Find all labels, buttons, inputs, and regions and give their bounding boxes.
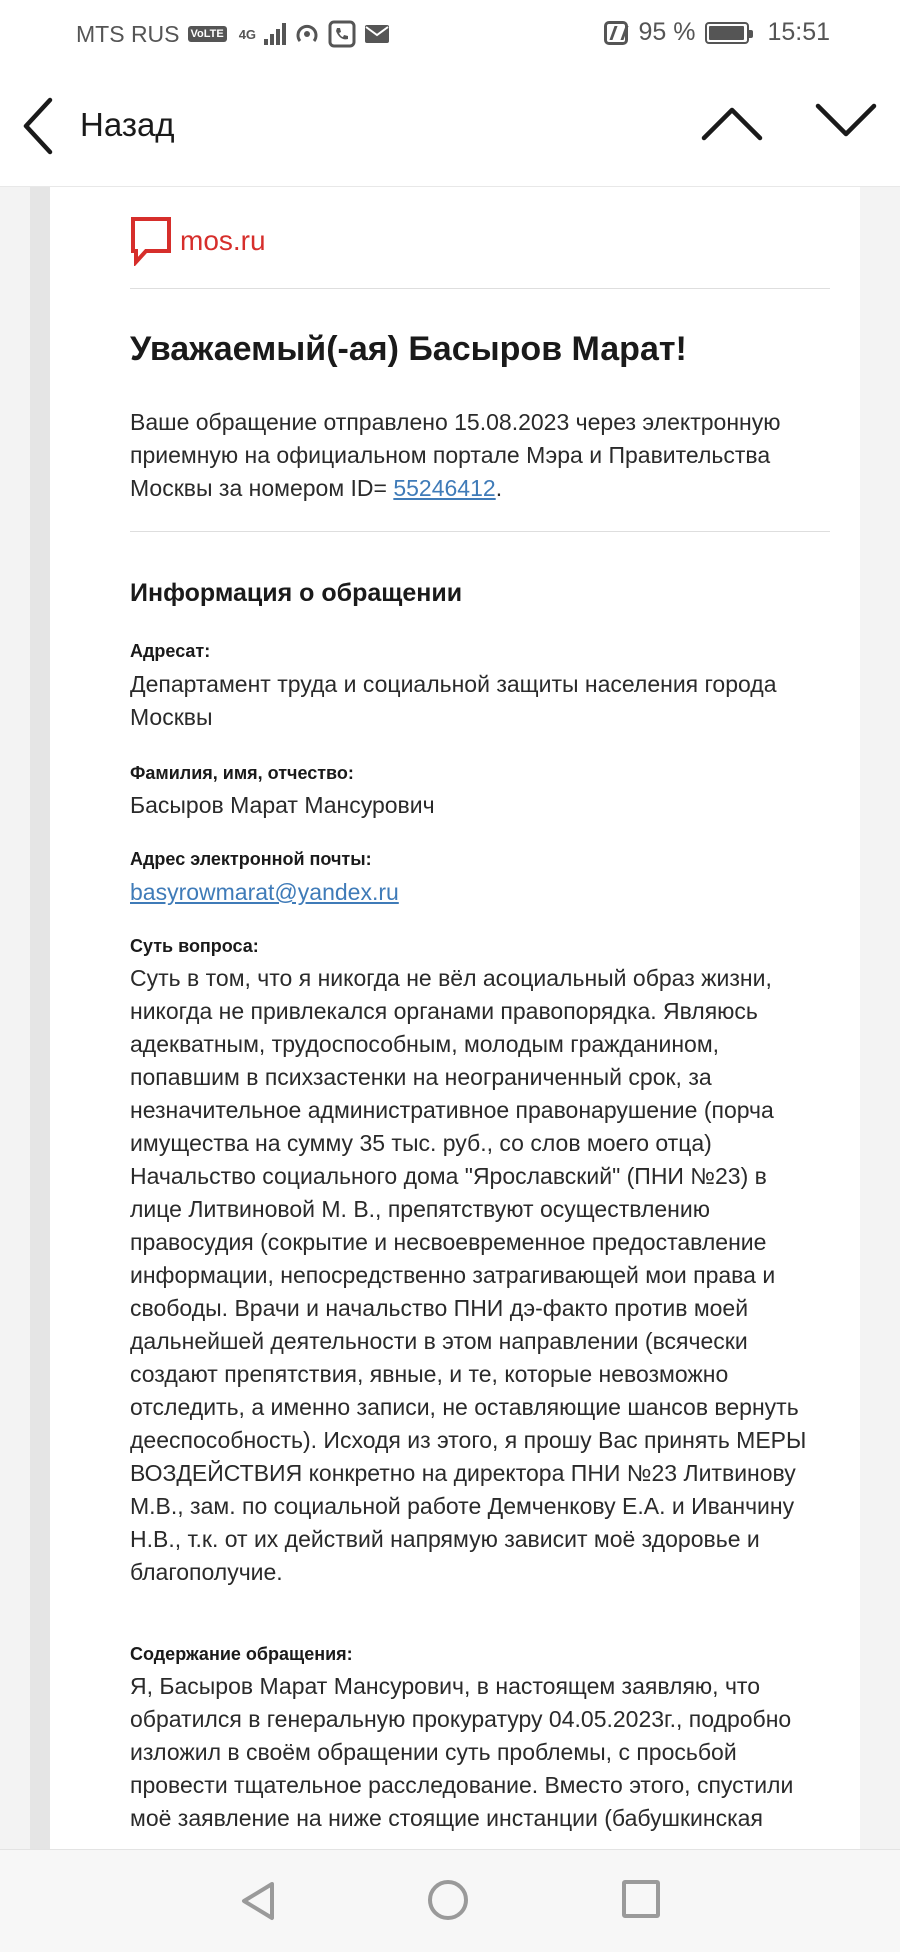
chevron-down-icon[interactable]: [814, 102, 878, 142]
intro-line-suffix: .: [495, 475, 503, 501]
fullname-value: Басыров Марат Мансурович: [130, 792, 435, 818]
app-header: [0, 66, 900, 187]
content-line: изложил в своём обращении суть проблемы, с просьбой: [130, 1739, 737, 1765]
email-card: [30, 187, 860, 1849]
essence-line: Н.В., т.к. от их действий напрямую зависит моё здоровье и: [130, 1526, 760, 1552]
back-triangle-icon[interactable]: [238, 1880, 278, 1922]
intro-text: [130, 406, 830, 505]
essence-line: имущества на сумму 35 тыс. руб., со слов моего отца): [130, 1130, 712, 1156]
essence-line: отследить, а именно записи, не оставляющие шансов вернуть: [130, 1394, 799, 1420]
essence-line: информации, непосредственно затрагивающей мои права и: [130, 1262, 776, 1288]
content-line: обратился в генеральную прокуратуру 04.05.2023г., подробно: [130, 1706, 792, 1732]
content-line: Я, Басыров Марат Мансурович, в настоящем заявляю, что: [130, 1673, 760, 1699]
home-circle-icon[interactable]: [428, 1880, 468, 1920]
section-title: Информация о обращении: [130, 579, 463, 607]
essence-line: незначительное административное правонарушение (порча: [130, 1097, 774, 1123]
content-line: провести тщательное расследование. Вместо этого, спустили: [130, 1772, 794, 1798]
speech-bubble-icon: [130, 216, 172, 266]
essence-line: создают препятствия, явные, и те, которые невозможно: [130, 1361, 729, 1387]
email-value: [130, 876, 830, 909]
essence-line: попавшим в психзастенки на неограниченный срок, за: [130, 1064, 712, 1090]
fullname-label: Фамилия, имя, отчество:: [130, 763, 354, 783]
mos-logo[interactable]: [130, 213, 266, 269]
carrier-name: MTS RUS: [76, 20, 180, 47]
content-text: [130, 1670, 830, 1835]
recent-square-icon[interactable]: [622, 1880, 660, 1918]
intro-line: приемную на официальном портале Мэра и Правительства: [130, 442, 771, 468]
essence-line: М.В., зам. по социальной работе Демченкову Е.А. и Иванчину: [130, 1493, 795, 1519]
system-navigation-bar: [0, 1849, 900, 1952]
essence-line: лице Литвиновой М. В., препятствуют осуществлению: [130, 1196, 710, 1222]
divider: [130, 288, 830, 289]
intro-line-text: Москвы за номером ID=: [130, 475, 394, 501]
addressee-line: Москвы: [130, 704, 213, 730]
essence-line: дальнейшей деятельности в этом направлении (всячески: [130, 1328, 748, 1354]
divider: [130, 531, 830, 532]
email-label: Адрес электронной почты:: [130, 849, 372, 869]
essence-line: дееспособность). Исходя из этого, я прошу Вас принять МЕРЫ: [130, 1427, 807, 1453]
nfc-icon: [604, 21, 628, 45]
addressee-label: Адресат:: [130, 641, 211, 661]
intro-line: Ваше обращение отправлено 15.08.2023 через электронную: [130, 409, 781, 435]
addressee-value: [130, 668, 830, 734]
logo-text: mos.ru: [180, 225, 266, 256]
essence-line: благополучие.: [130, 1559, 283, 1585]
call-icon: [328, 20, 356, 48]
status-right: [604, 18, 830, 47]
content-line: моё заявление на ниже стоящие инстанции (бабушкинская: [130, 1805, 763, 1831]
request-id-link[interactable]: 55246412: [393, 475, 496, 501]
addressee-line: Департамент труда и социальной защиты населения города: [130, 671, 777, 697]
volte-badge: VoLTE: [188, 26, 227, 42]
battery-percent: 95 %: [638, 18, 696, 46]
essence-text: [130, 962, 830, 1589]
network-type: 4G: [238, 26, 257, 42]
battery-icon: [705, 22, 749, 44]
signal-icon: [264, 23, 286, 45]
essence-line: свободы. Врачи и начальство ПНИ дэ-факто против моей: [130, 1295, 749, 1321]
status-bar: [0, 0, 900, 66]
essence-line: правосудия (сокрытие и несвоевременное предоставление: [130, 1229, 767, 1255]
essence-line: ВОЗДЕЙСТВИЯ конкретно на директора ПНИ №23 Литвинову: [130, 1460, 796, 1486]
essence-line: никогда не привлекался органами правопорядка. Являюсь: [130, 998, 758, 1024]
email-link[interactable]: basyrowmarat@yandex.ru: [130, 879, 399, 905]
hotspot-icon: [294, 21, 320, 47]
status-left: [76, 20, 390, 48]
essence-line: Начальство социального дома "Ярославский" (ПНИ №23) в: [130, 1163, 767, 1189]
chevron-up-icon[interactable]: [700, 102, 764, 142]
clock: 15:51: [767, 18, 830, 46]
back-button[interactable]: Назад: [80, 106, 175, 143]
content-label: Содержание обращения:: [130, 1644, 353, 1664]
essence-line: адекватным, трудоспособным, молодым гражданином,: [130, 1031, 720, 1057]
essence-line: Суть в том, что я никогда не вёл асоциальный образ жизни,: [130, 965, 772, 991]
essence-label: Суть вопроса:: [130, 936, 259, 956]
mail-icon: [364, 24, 390, 44]
chevron-left-icon[interactable]: [18, 96, 58, 156]
intro-line: [130, 472, 830, 505]
greeting-title: Уважаемый(-ая) Басыров Марат!: [130, 330, 687, 368]
